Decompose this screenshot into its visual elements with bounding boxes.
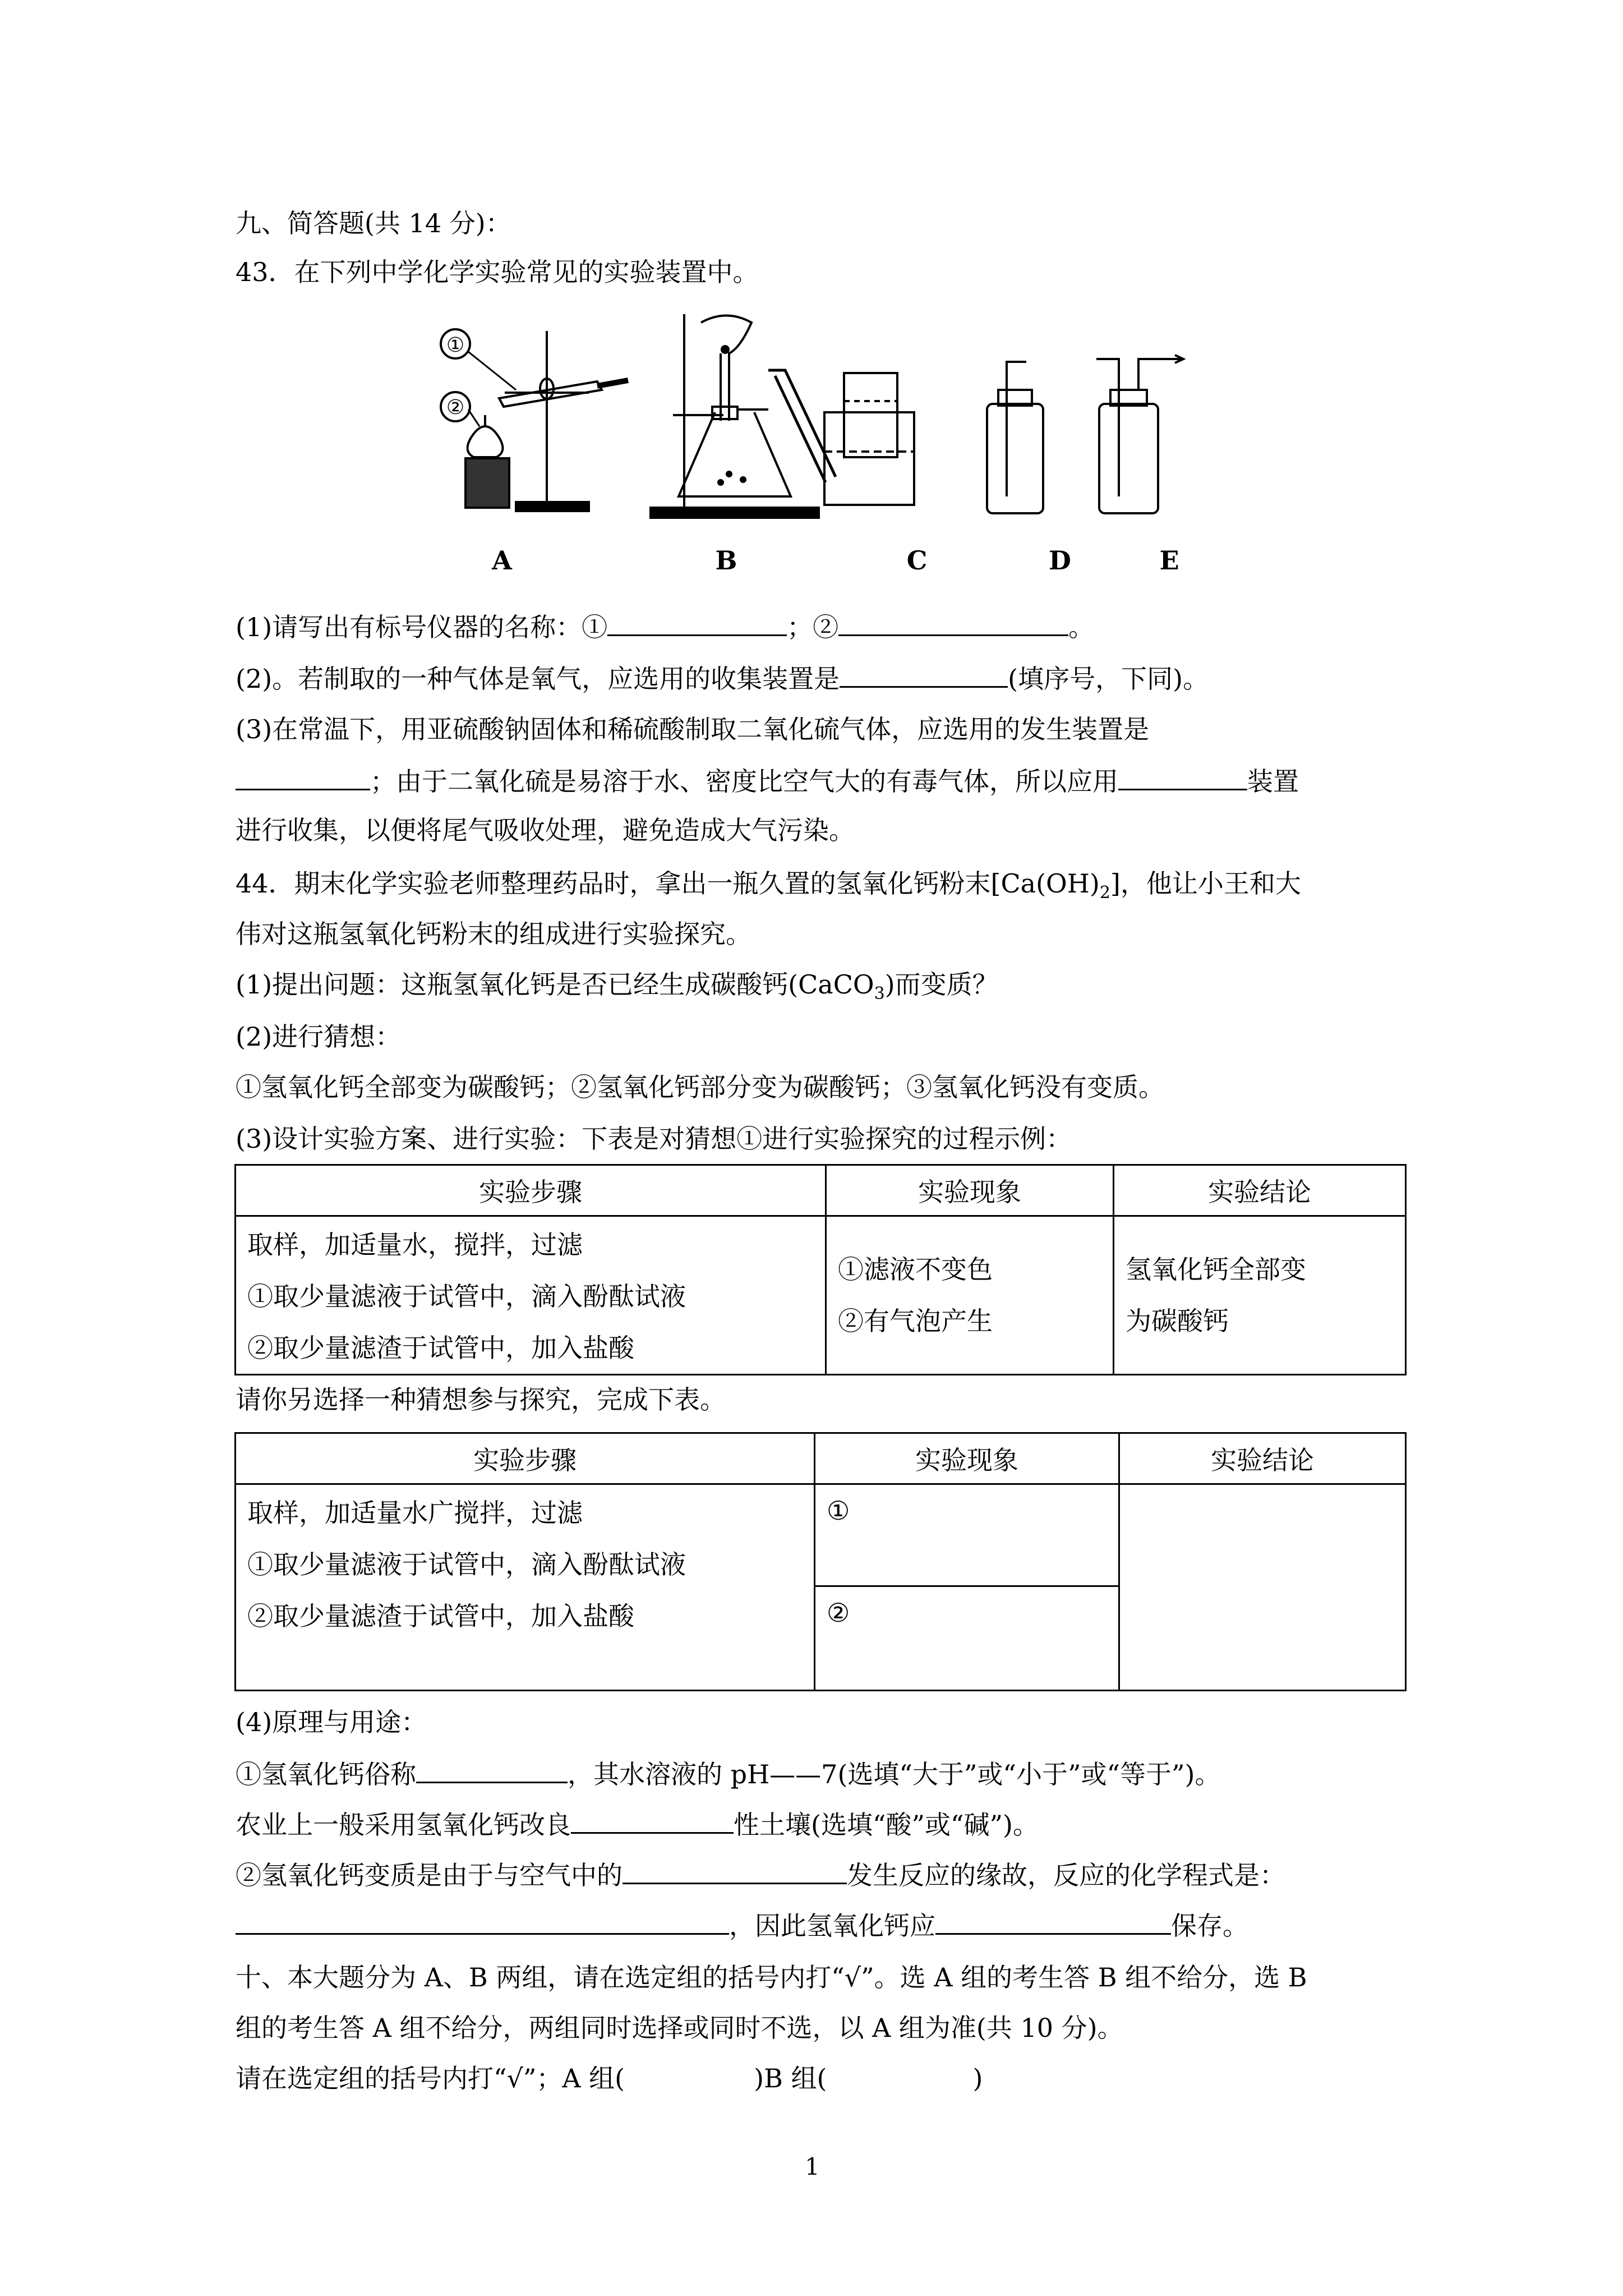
- answer-blank[interactable]: [607, 609, 787, 636]
- table1-phenomena-cell: ①滤液不变色 ②有气泡产生: [826, 1216, 1114, 1375]
- answer-blank[interactable]: [840, 660, 1008, 688]
- answer-blank[interactable]: [935, 1907, 1171, 1935]
- between-tables-text: 请你另选择一种猜想参与探究，完成下表。: [236, 1384, 726, 1415]
- label-e: E: [1159, 545, 1179, 575]
- q43-part1: (1)请写出有标号仪器的名称：① ；② 。: [236, 609, 1094, 644]
- q44-guesses: ①氢氧化钙全部变为碳酸钙；②氢氧化钙部分变为碳酸钙；③氢氧化钙没有变质。: [236, 1072, 1164, 1102]
- table2-phenomena-1[interactable]: ①: [815, 1484, 1119, 1586]
- table1-conclusion-cell: 氢氧化钙全部变 为碳酸钙: [1114, 1216, 1406, 1375]
- section10-line1: 十、本大题分为 A、B 两组，请在选定组的括号内打“√”。选 A 组的考生答 B 组不给分，选 B: [236, 1962, 1307, 1993]
- page-number: 1: [805, 2153, 820, 2180]
- answer-blank[interactable]: [236, 763, 370, 790]
- q44-part2-title: (2)进行猜想：: [236, 1022, 402, 1052]
- table2-header-conclusion: 实验结论: [1119, 1433, 1406, 1484]
- label-c: C: [906, 545, 928, 575]
- answer-blank[interactable]: [571, 1806, 734, 1834]
- answer-table: [234, 1432, 1407, 1691]
- q44-part4-line1: ①氢氧化钙俗称 ，其水溶液的 pH——7(选填“大于”或“小于”或“等于”)。: [236, 1756, 1220, 1791]
- q43-part3-line1: (3)在常温下，用亚硫酸钠固体和稀硫酸制取二氧化硫气体，应选用的发生装置是: [236, 714, 1150, 744]
- apparatus-a: [441, 329, 628, 511]
- apparatus-figure: [437, 311, 1234, 575]
- q44-part1: (1)提出问题：这瓶氢氧化钙是否已经生成碳酸钙(CaCO$_3$)而变质？: [236, 969, 998, 1004]
- label-a: A: [492, 545, 512, 575]
- section10-line3: 请在选定组的括号内打“√”；A 组( )B 组( ): [236, 2063, 983, 2093]
- table2-header-phenomena: 实验现象: [815, 1433, 1119, 1484]
- table1-steps-cell: 取样，加适量水，搅拌，过滤 ①取少量滤液于试管中，滴入酚酞试液 ②取少量滤渣于试管中，加入盐酸: [236, 1216, 826, 1375]
- answer-blank[interactable]: [236, 1907, 729, 1935]
- table1-header-steps: 实验步骤: [236, 1165, 826, 1216]
- table1-header-conclusion: 实验结论: [1114, 1165, 1406, 1216]
- apparatus-e: [1096, 355, 1183, 513]
- q44-part3-title: (3)设计实验方案、进行实验：下表是对猜想①进行实验探究的过程示例：: [236, 1124, 1072, 1154]
- table2-conclusion-cell[interactable]: [1119, 1484, 1406, 1691]
- q43-stem: 43．在下列中学化学实验常见的实验装置中。: [236, 257, 759, 287]
- example-table: [234, 1164, 1407, 1375]
- apparatus-c: [768, 370, 914, 505]
- callout-2: ②: [446, 396, 465, 419]
- q44-part4-line4: ，因此氢氧化钙应 保存。: [236, 1907, 1248, 1943]
- section9-title: 九、简答题(共 14 分)：: [236, 208, 511, 238]
- q43-part2: (2)。若制取的一种气体是氧气，应选用的收集装置是 (填序号，下同)。: [236, 660, 1209, 696]
- q44-part4-line2: 农业上一般采用氢氧化钙改良 性土壤(选填“酸”或“碱”)。: [236, 1806, 1039, 1842]
- answer-blank[interactable]: [416, 1756, 568, 1783]
- table1-header-phenomena: 实验现象: [826, 1165, 1114, 1216]
- section10-line2: 组的考生答 A 组不给分，两组同时选择或同时不选，以 A 组为准(共 10 分)。: [236, 2013, 1123, 2043]
- answer-blank[interactable]: [838, 609, 1068, 636]
- q43-part3-line2: ；由于二氧化硫是易溶于水、密度比空气大的有毒气体，所以应用 装置: [236, 763, 1299, 798]
- label-b: B: [715, 545, 737, 575]
- q44-part4-title: (4)原理与用途：: [236, 1707, 427, 1737]
- q43-part3-line3: 进行收集，以便将尾气吸收处理，避免造成大气污染。: [236, 815, 855, 845]
- callout-1: ①: [446, 334, 465, 357]
- table2-steps-cell: 取样，加适量水广搅拌，过滤 ①取少量滤液于试管中，滴入酚酞试液 ②取少量滤渣于试管中，加入盐酸: [236, 1484, 815, 1691]
- q44-part4-line3: ②氢氧化钙变质是由于与空气中的 发生反应的缘故，反应的化学程式是：: [236, 1857, 1285, 1892]
- table2-header-steps: 实验步骤: [236, 1433, 815, 1484]
- table2-phenomena-2[interactable]: ②: [815, 1586, 1119, 1691]
- apparatus-d: [987, 362, 1043, 513]
- q44-stem-line1: 44．期末化学实验老师整理药品时，拿出一瓶久置的氢氧化钙粉末$[Ca(OH)_2]$，他让小王和大: [236, 868, 1301, 903]
- q44-stem-line2: 伟对这瓶氢氧化钙粉末的组成进行实验探究。: [236, 919, 751, 949]
- answer-blank[interactable]: [1118, 763, 1247, 790]
- answer-blank[interactable]: [623, 1857, 847, 1884]
- label-d: D: [1049, 545, 1071, 575]
